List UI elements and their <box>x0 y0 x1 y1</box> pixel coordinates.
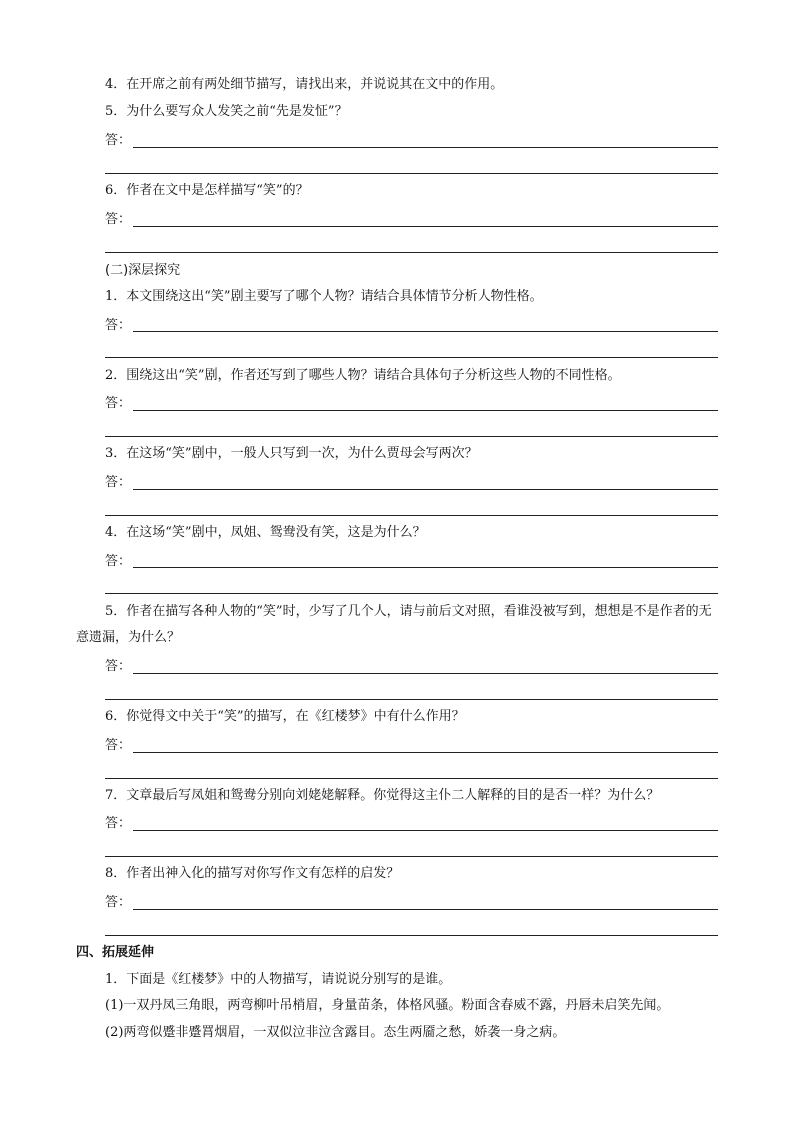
answer-label: 答： <box>105 895 132 910</box>
answer-line[interactable] <box>105 515 718 516</box>
answer-line[interactable] <box>133 331 718 332</box>
answer-label: 答： <box>105 554 132 569</box>
answer-line[interactable] <box>133 752 718 753</box>
question-a6: 6．作者在文中是怎样描写“笑”的？ <box>105 183 309 198</box>
answer-label: 答： <box>105 212 132 227</box>
answer-line[interactable] <box>105 935 718 936</box>
question-extend-1: 1．下面是《红楼梦》中的人物描写，请说说分别写的是谁。 <box>105 972 452 987</box>
passage-1: (1)一双丹凤三角眼，两弯柳叶吊梢眉，身量苗条，体格风骚。粉面含春威不露，丹唇未启笑先闻。 <box>105 998 670 1013</box>
passage-2: (2)两弯似蹙非蹙罥烟眉，一双似泣非泣含露目。态生两靥之愁，娇袭一身之病。 <box>105 1025 566 1040</box>
answer-line[interactable] <box>133 489 718 490</box>
answer-line[interactable] <box>133 909 718 910</box>
section-title-extend: 四、拓展延伸 <box>76 945 155 960</box>
answer-line[interactable] <box>105 357 718 358</box>
answer-line[interactable] <box>133 147 718 148</box>
answer-line[interactable] <box>133 226 718 227</box>
answer-label: 答： <box>105 659 132 674</box>
answer-line[interactable] <box>133 673 718 674</box>
answer-label: 答： <box>105 318 132 333</box>
answer-line[interactable] <box>105 436 718 437</box>
question-a4: 4．在开席之前有两处细节描写，请找出来，并说说其在文中的作用。 <box>105 77 504 92</box>
answer-line[interactable] <box>105 699 718 700</box>
question-deep-6: 6．你觉得文中关于“笑”的描写，在《红楼梦》中有什么作用？ <box>105 709 465 724</box>
answer-label: 答： <box>105 396 132 411</box>
question-deep-2: 2．围绕这出“笑”剧，作者还写到了哪些人物？请结合具体句子分析这些人物的不同性格。 <box>105 368 621 383</box>
answer-line[interactable] <box>105 856 718 857</box>
answer-line[interactable] <box>105 173 718 174</box>
answer-line[interactable] <box>105 252 718 253</box>
answer-label: 答： <box>105 816 132 831</box>
answer-line[interactable] <box>133 830 718 831</box>
answer-line[interactable] <box>105 593 718 594</box>
question-deep-8: 8．作者出神入化的描写对你写作文有怎样的启发？ <box>105 866 400 881</box>
section-title-deep: (二)深层探究 <box>105 263 181 278</box>
question-deep-4: 4．在这场“笑”剧中，凤姐、鸳鸯没有笑，这是为什么？ <box>105 525 426 540</box>
answer-line[interactable] <box>133 410 718 411</box>
question-deep-7: 7．文章最后写凤姐和鸳鸯分别向刘姥姥解释。你觉得这主仆二人解释的目的是否一样？为什么？ <box>105 788 660 803</box>
question-deep-3: 3．在这场“笑”剧中，一般人只写到一次，为什么贾母会写两次？ <box>105 446 478 461</box>
question-deep-1: 1．本文围绕这出“笑”剧主要写了哪个人物？请结合具体情节分析人物性格。 <box>105 289 543 304</box>
question-deep-5: 5．作者在描写各种人物的“笑”时，少写了几个人，请与前后文对照，看谁没被写到，想想是不是作者的无意遗漏，为什么？ <box>76 604 712 645</box>
answer-label: 答： <box>105 133 132 148</box>
answer-line[interactable] <box>133 567 718 568</box>
answer-label: 答： <box>105 475 132 490</box>
question-a5: 5．为什么要写众人发笑之前“先是发怔”？ <box>105 104 348 119</box>
answer-line[interactable] <box>105 778 718 779</box>
answer-label: 答： <box>105 738 132 753</box>
